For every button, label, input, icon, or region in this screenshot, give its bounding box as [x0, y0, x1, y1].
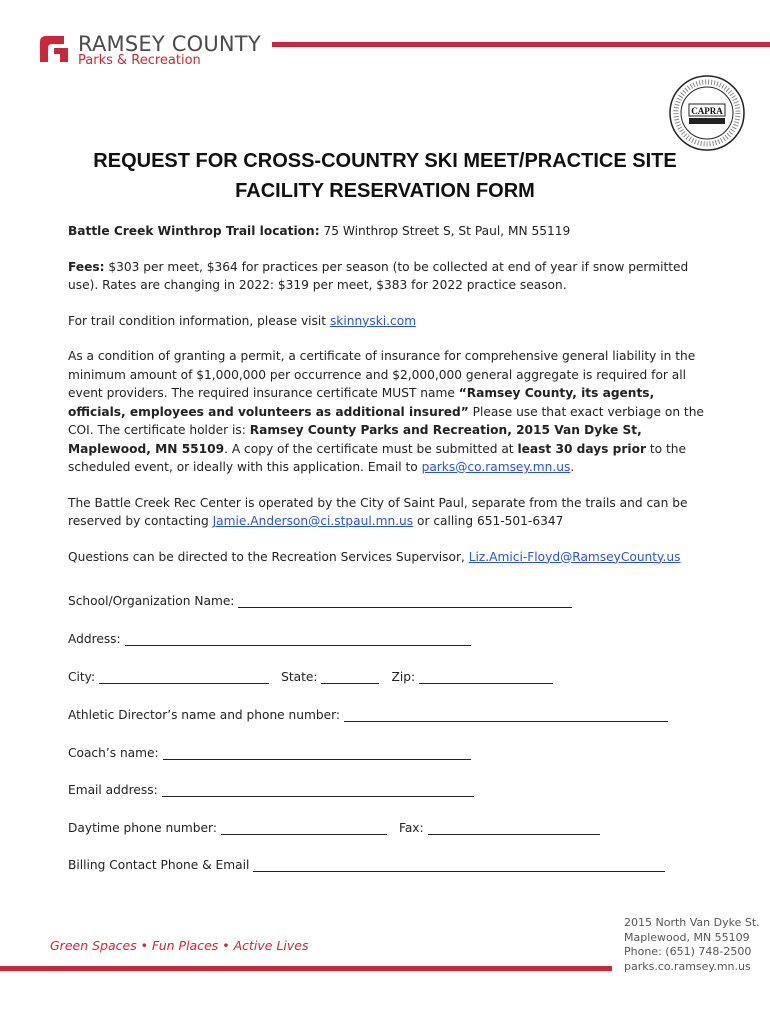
- coach-label: Coach’s name:: [68, 746, 159, 760]
- state-field[interactable]: [321, 669, 379, 684]
- org-subtitle: Parks & Recreation: [78, 53, 201, 68]
- insurance-insured-names: “Ramsey County, its agents, officials, employees and volunteers as additional insured”: [68, 386, 655, 419]
- athletic-director-row: [68, 704, 668, 722]
- address-row: [68, 628, 471, 646]
- school-field[interactable]: [238, 593, 572, 608]
- billing-row: [68, 854, 665, 872]
- title-line-2: FACILITY RESERVATION FORM: [235, 180, 535, 202]
- insurance-text-4: to the scheduled event, or ideally with this application. Email to: [68, 441, 686, 474]
- header-rule: [272, 42, 770, 47]
- rec-center-text: The Battle Creek Rec Center is operated by the City of Saint Paul, separate from the trails and can be reserved by contacting: [68, 495, 688, 528]
- footer-address-line-2: Maplewood, MN 55109: [624, 930, 750, 944]
- fax-field[interactable]: [428, 820, 600, 835]
- state-label: State:: [281, 670, 318, 684]
- fax-label: Fax:: [398, 821, 424, 835]
- location-label: Battle Creek Winthrop Trail location:: [68, 224, 320, 238]
- zip-field[interactable]: [419, 669, 553, 684]
- athletic-director-label: Athletic Director’s name and phone number:: [68, 708, 341, 722]
- address-label: Address:: [68, 632, 121, 646]
- rec-center-paragraph: [68, 494, 708, 531]
- jamie-email-link[interactable]: Jamie.Anderson@ci.stpaul.mn.us: [212, 514, 414, 528]
- fees-label: Fees:: [68, 259, 105, 274]
- footer-tagline: Green Spaces • Fun Places • Active Lives: [50, 938, 309, 953]
- trail-info-text: For trail condition information, please visit: [68, 313, 330, 328]
- coach-field[interactable]: [163, 745, 471, 760]
- phone-fax-row: [68, 817, 600, 835]
- title-line-1: REQUEST FOR CROSS-COUNTRY SKI MEET/PRACTICE SITE: [93, 150, 677, 172]
- email-label: Email address:: [68, 783, 158, 797]
- location-value: 75 Winthrop Street S, St Paul, MN 55119: [319, 224, 571, 238]
- insurance-text-5: .: [570, 460, 575, 474]
- billing-field[interactable]: [253, 857, 665, 872]
- address-field[interactable]: [125, 631, 471, 646]
- location-paragraph: [68, 222, 708, 241]
- coach-row: [68, 742, 471, 760]
- insurance-paragraph: [68, 347, 708, 477]
- footer-phone: Phone: (651) 748-2500: [624, 945, 752, 958]
- org-name: RAMSEY COUNTY: [78, 32, 261, 56]
- ramsey-county-logo-mark-icon: [38, 34, 70, 64]
- ramsey-county-logo: [38, 30, 261, 70]
- deadline-text: least 30 days prior: [517, 441, 646, 456]
- questions-text: Questions can be directed to the Recreation Services Supervisor,: [68, 549, 469, 564]
- school-label: School/Organization Name:: [68, 594, 235, 608]
- fees-value: $303 per meet, $364 for practices per season (to be collected at end of year if snow permitted use). Rates are changing in 2022: $319 per meet, $383 for 2022 practice season.: [68, 259, 689, 292]
- insurance-text-2: Please use that exact verbiage on the COI. The certificate holder is:: [68, 404, 704, 437]
- rec-center-phone: or calling 651-501-6347: [413, 514, 564, 528]
- city-state-zip-row: [68, 666, 553, 684]
- seal-text: CAPRA: [691, 106, 723, 116]
- city-field[interactable]: [99, 669, 269, 684]
- page-title: [50, 146, 720, 206]
- fees-paragraph: [68, 258, 708, 295]
- daytime-phone-field[interactable]: [221, 820, 387, 835]
- letterhead: [0, 0, 770, 140]
- document-body: [68, 222, 708, 583]
- skinnyski-link[interactable]: skinnyski.com: [329, 313, 417, 328]
- questions-paragraph: [68, 548, 708, 567]
- parks-email-link[interactable]: parks@co.ramsey.mn.us: [421, 460, 571, 474]
- capra-seal-icon: [668, 74, 746, 152]
- footer-website: parks.co.ramsey.mn.us: [624, 959, 751, 973]
- footer-address: [624, 916, 760, 974]
- trail-info-paragraph: [68, 312, 708, 331]
- supervisor-email-link[interactable]: Liz.Amici-Floyd@RamseyCounty.us: [468, 549, 681, 564]
- billing-label: Billing Contact Phone & Email: [68, 858, 250, 872]
- footer-address-line-1: 2015 North Van Dyke St.: [624, 916, 760, 929]
- daytime-phone-label: Daytime phone number:: [68, 821, 217, 835]
- zip-label: Zip:: [391, 670, 416, 684]
- email-row: [68, 779, 474, 797]
- school-row: [68, 590, 572, 608]
- insurance-text-3: . A copy of the certificate must be submitted at: [224, 441, 518, 456]
- email-field[interactable]: [162, 782, 474, 797]
- certificate-holder: Ramsey County Parks and Recreation, 2015 Van Dyke St, Maplewood, MN 55109: [68, 423, 642, 456]
- city-label: City:: [68, 670, 96, 684]
- insurance-text-1: As a condition of granting a permit, a certificate of insurance for comprehensive general liability in the minimum amount of $1,000,000 per occurrence and $2,000,000 general aggregate is required for all event providers. The required insurance certificate MUST name: [68, 349, 696, 400]
- athletic-director-field[interactable]: [344, 707, 668, 722]
- footer-rule: [0, 966, 612, 971]
